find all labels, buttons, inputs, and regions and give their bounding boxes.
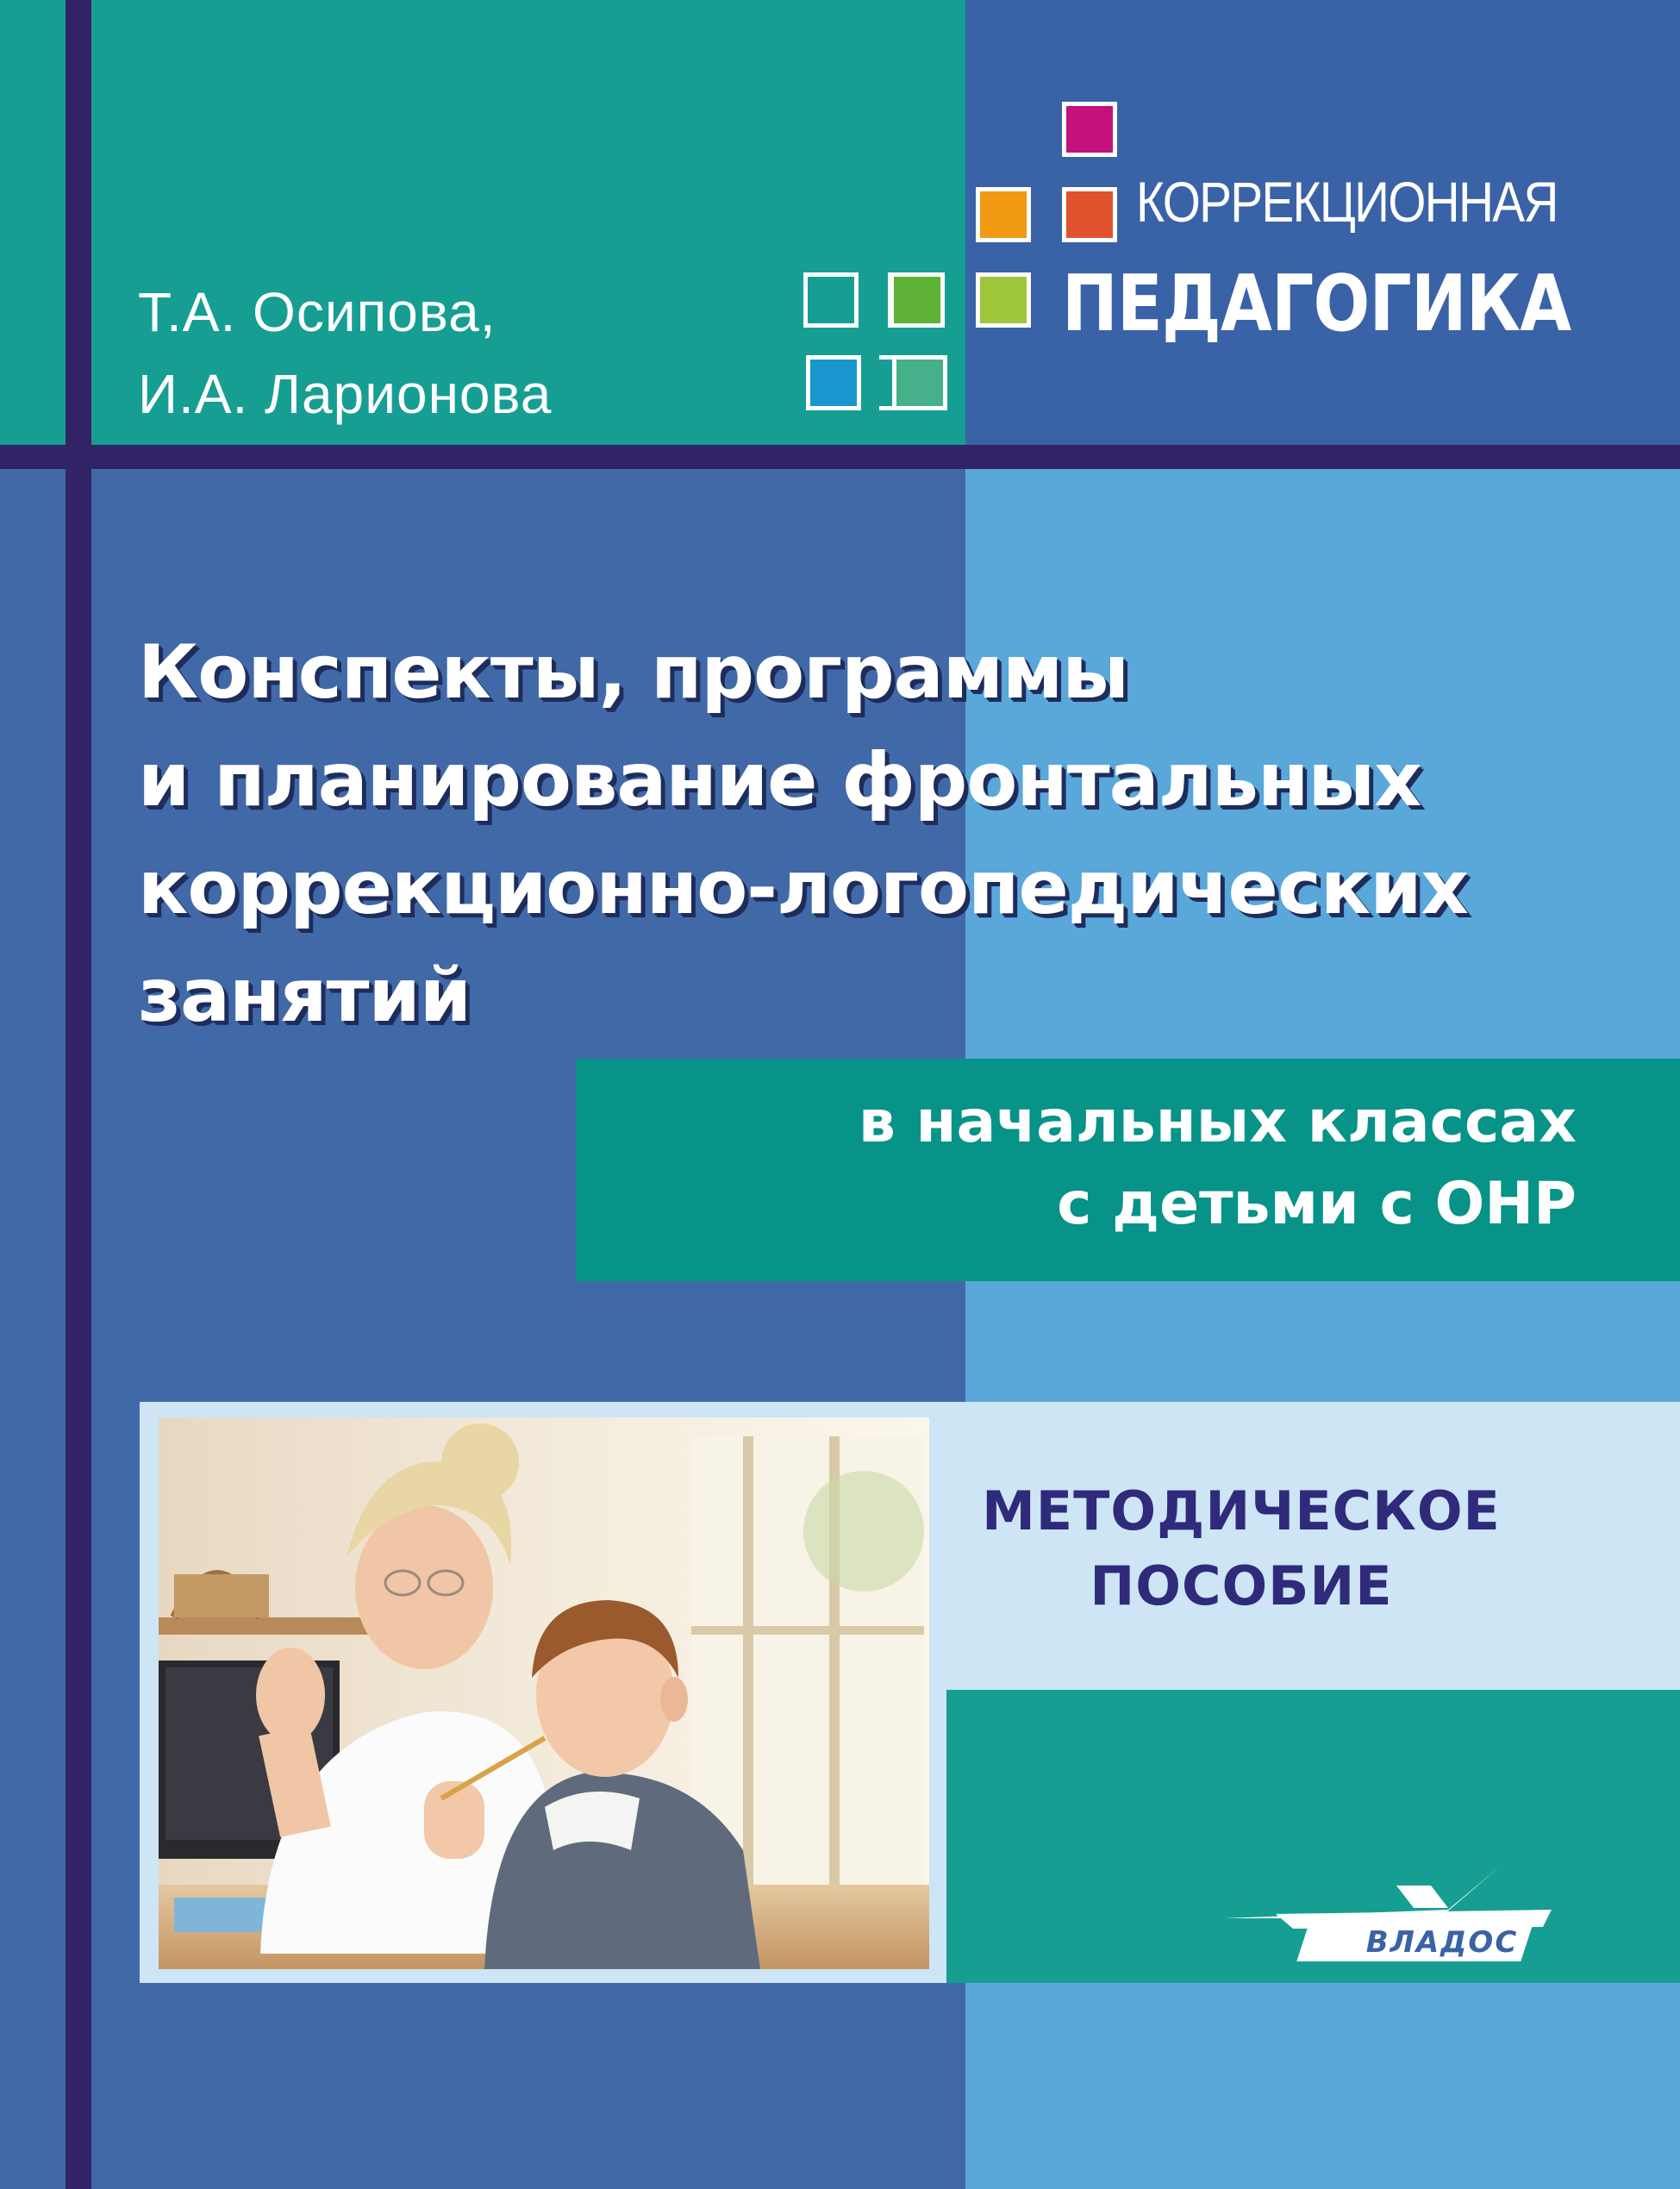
publisher-logo — [1224, 1867, 1560, 1961]
title-line-3: коррекционно-логопедических — [138, 845, 1468, 931]
logo-square-lime — [976, 272, 1031, 328]
series-name-line2: ПЕДАГОГИКА — [1062, 259, 1571, 349]
title-line-1: Конспекты, программы — [138, 629, 1129, 716]
logo-square-green — [890, 272, 945, 328]
series-name-line1: КОРРЕКЦИОННАЯ — [1136, 170, 1558, 234]
title-line-4: занятий — [138, 953, 472, 1039]
subtitle-line-1: в начальных классах — [858, 1088, 1577, 1156]
book-type-line-2: ПОСОБИЕ — [1090, 1554, 1393, 1617]
divider-horizontal — [0, 445, 1680, 469]
logo-square-seagreen — [892, 355, 947, 410]
title-line-2: и планирование фронтальных — [138, 737, 1421, 823]
logo-square-orange — [976, 187, 1031, 242]
author-1: Т.А. Осипова, — [138, 281, 497, 343]
logo-square-cyan — [806, 355, 861, 410]
photo-illustration — [140, 1402, 946, 1983]
logo-square-red — [1062, 187, 1117, 242]
divider-vertical — [66, 0, 91, 2189]
logo-square-magenta — [1062, 102, 1117, 157]
publisher-name: ВЛАДОС — [1365, 1925, 1519, 1960]
cover-photo — [140, 1402, 946, 1983]
author-2: И.А. Ларионова — [138, 363, 553, 425]
subtitle-line-2: с детьми с ОНР — [1057, 1170, 1577, 1238]
book-type-line-1: МЕТОДИЧЕСКОЕ — [982, 1479, 1501, 1542]
logo-square-outline-2 — [803, 272, 859, 328]
